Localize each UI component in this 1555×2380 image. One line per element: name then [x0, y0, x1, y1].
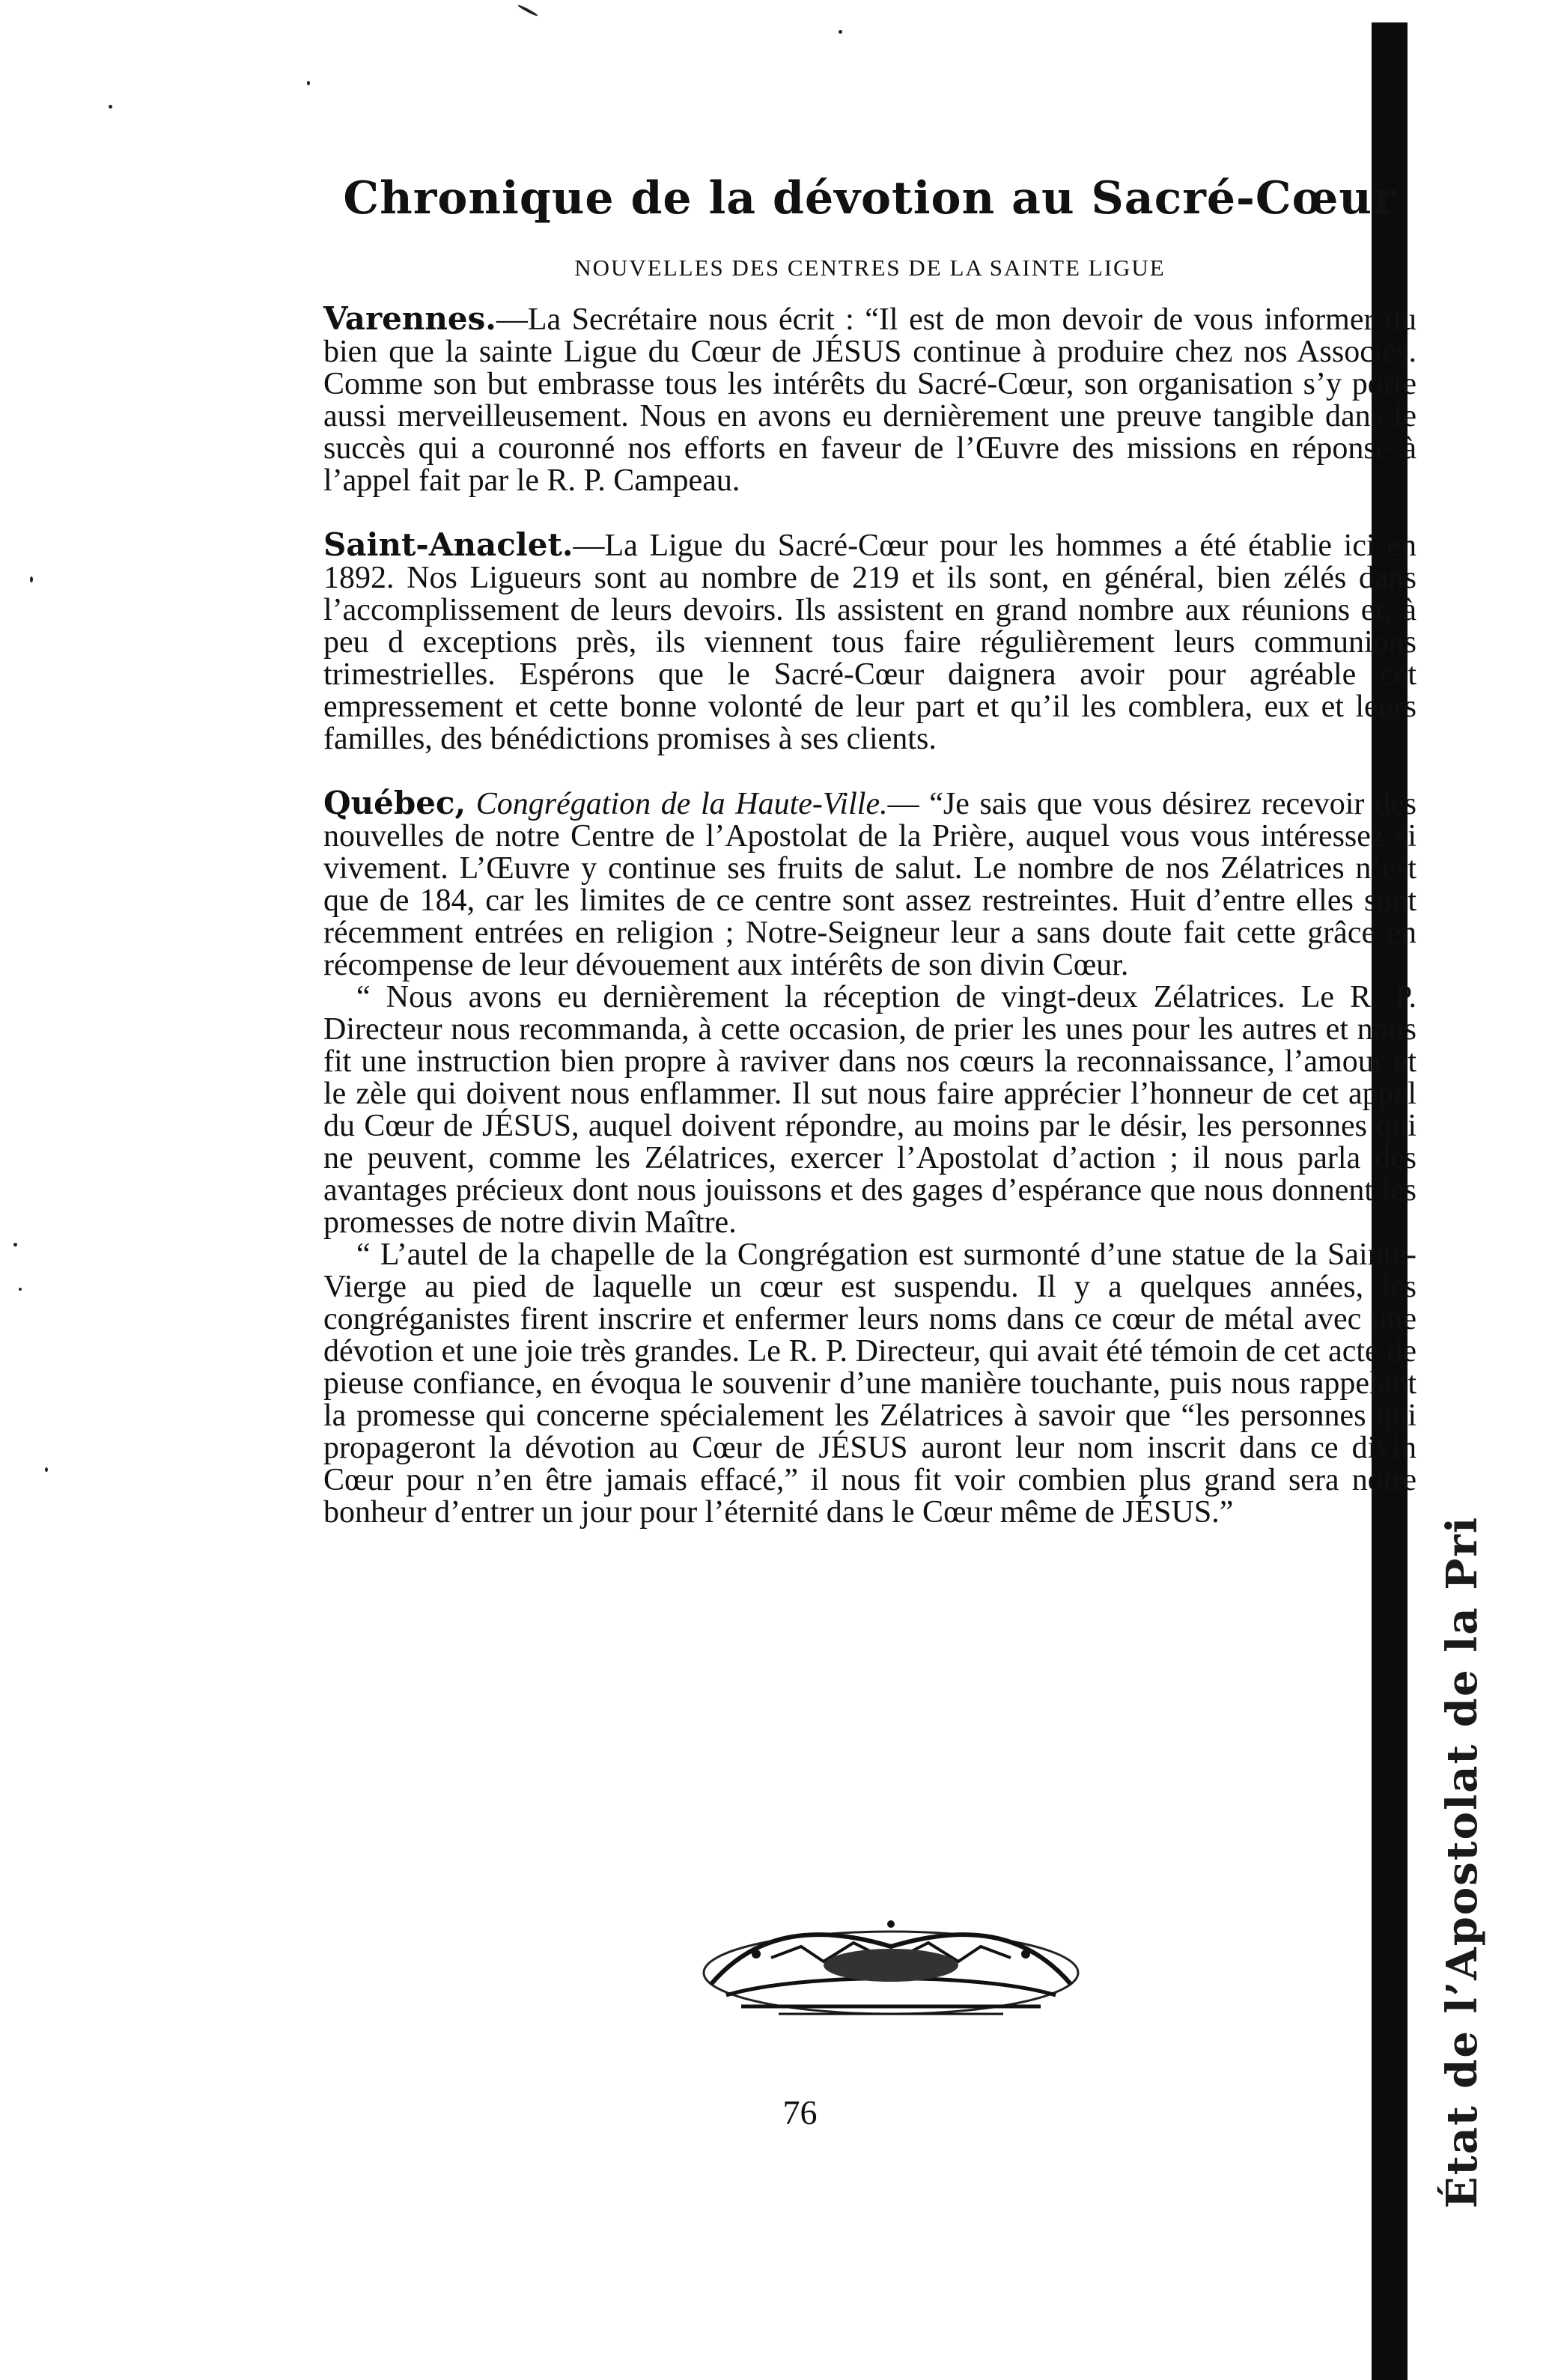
place-subtitle: Congrégation de la Haute-Ville. [475, 787, 888, 821]
page-title: Chronique de la dévotion au Sacré-Cœur [343, 172, 1397, 225]
entry-text: — “Je sais que vous désirez recevoir des nouvelles de notre Centre de l’Apostolat de la Prière, auquel vous vous intéressez si vivement. L’Œuvre y continue ses fruits de salut. Le nombre de nos Zélatrices n’est que de 184, car les limites de ce centre sont assez restreintes. Huit d’entre elles sont récemment entrées en religion ; Notre-Seigneur leur a sans doute fait cette grâce en récompense de leur dévouement aux intérêts de son divin Cœur. [323, 787, 1417, 982]
entry-quebec [323, 787, 1416, 981]
scan-speck [307, 81, 310, 85]
article [323, 172, 1416, 1529]
entry-quebec-paragraph: “ Nous avons eu dernièrement la réception de vingt-deux Zélatrices. Le R. P. Directeur nous recommanda, à cette occasion, de prier les unes pour les autres et nous fit une instruction bien propre à raviver dans nos cœurs la reconnaissance, l’amour et le zèle qui doivent nous enflammer. Il sut nous faire apprécier l’honneur de cet appel du Cœur de JÉSUS, auquel doivent répondre, au moins par le désir, les personnes qui ne peuvent, comme les Zélatrices, exercer l’Apostolat d’action ; il nous parla des avantages précieux dont nous jouissons et des gages d’espérance que nous donnent les promesses de notre divin Maître. [323, 980, 1416, 1240]
entry-varennes [323, 302, 1416, 497]
scan-speck [30, 576, 33, 582]
scan-speck [45, 1467, 48, 1472]
page-number: 76 [782, 2093, 818, 2131]
entry-saint-anaclet [323, 526, 1416, 756]
section-subtitle: NOUVELLES DES CENTRES DE LA SAINTE LIGUE [574, 255, 1166, 281]
place-name: Saint-Anaclet. [323, 526, 573, 563]
entry-quebec-paragraph: “ L’autel de la chapelle de la Congrégation est surmonté d’une statue de la Sainte-Vierge au pied de laquelle un cœur est suspendu. Il y a quelques années, les congréganistes firent inscrire et enfermer leurs noms dans ce cœur de métal avec une dévotion et une joie très grandes. Le R. P. Directeur, qui avait été témoin de cet acte de pieuse confiance, en évoqua le souvenir d’une manière touchante, puis nous rappelant la promesse qui concerne spécialement les Zélatrices à savoir que “les personnes qui propageront la dévotion au Cœur de JÉSUS auront leur nom inscrit dans ce divin Cœur pour n’en être jamais effacé,” il nous fit voir combien plus grand sera notre bonheur d’entrer un jour pour l’éternité dans le Cœur même de JÉSUS.” [323, 1238, 1416, 1530]
scan-speck [13, 1243, 17, 1247]
entry-text: —La Ligue du Sacré-Cœur pour les hommes a été établie ici en 1892. Nos Ligueurs sont au nombre de 219 et ils sont, en général, bien zélés dans l’accomplissement de leurs devoirs. Ils assistent en grand nombre aux réunions et, à peu d exceptions près, ils viennent tous faire régulièrement leurs communions trimestrielles. Espérons que le Sacré-Cœur daignera avoir pour agréable cet empressement et cette bonne volonté de leur part et qu’il les comblera, eux et leurs familles, des bénédictions promises à ses clients. [323, 529, 1416, 756]
side-caption: État de l’Apostolat de la Pri [1437, 1515, 1487, 2209]
place-name: Varennes. [323, 300, 496, 337]
place-name: Québec, [323, 785, 466, 821]
scan-speck [109, 105, 112, 109]
scan-speck [517, 4, 538, 17]
entry-text: —La Secrétaire nous écrit : “Il est de mon devoir de vous informer du bien que la sainte Ligue du Cœur de JÉSUS continue à produire chez nos Associés. Comme son but embrasse tous les intérêts du Sacré-Cœur, son organisation s’y porte aussi merveilleusement. Nous en avons eu dernièrement une preuve tangible dans le succès qui a couronné nos efforts en faveur de l’Œuvre des missions en réponse à l’appel fait par le R. P. Campeau. [323, 302, 1416, 498]
ornament-vignette [666, 1902, 1116, 2029]
scan-speck [19, 1288, 22, 1291]
scan-speck [839, 30, 842, 34]
